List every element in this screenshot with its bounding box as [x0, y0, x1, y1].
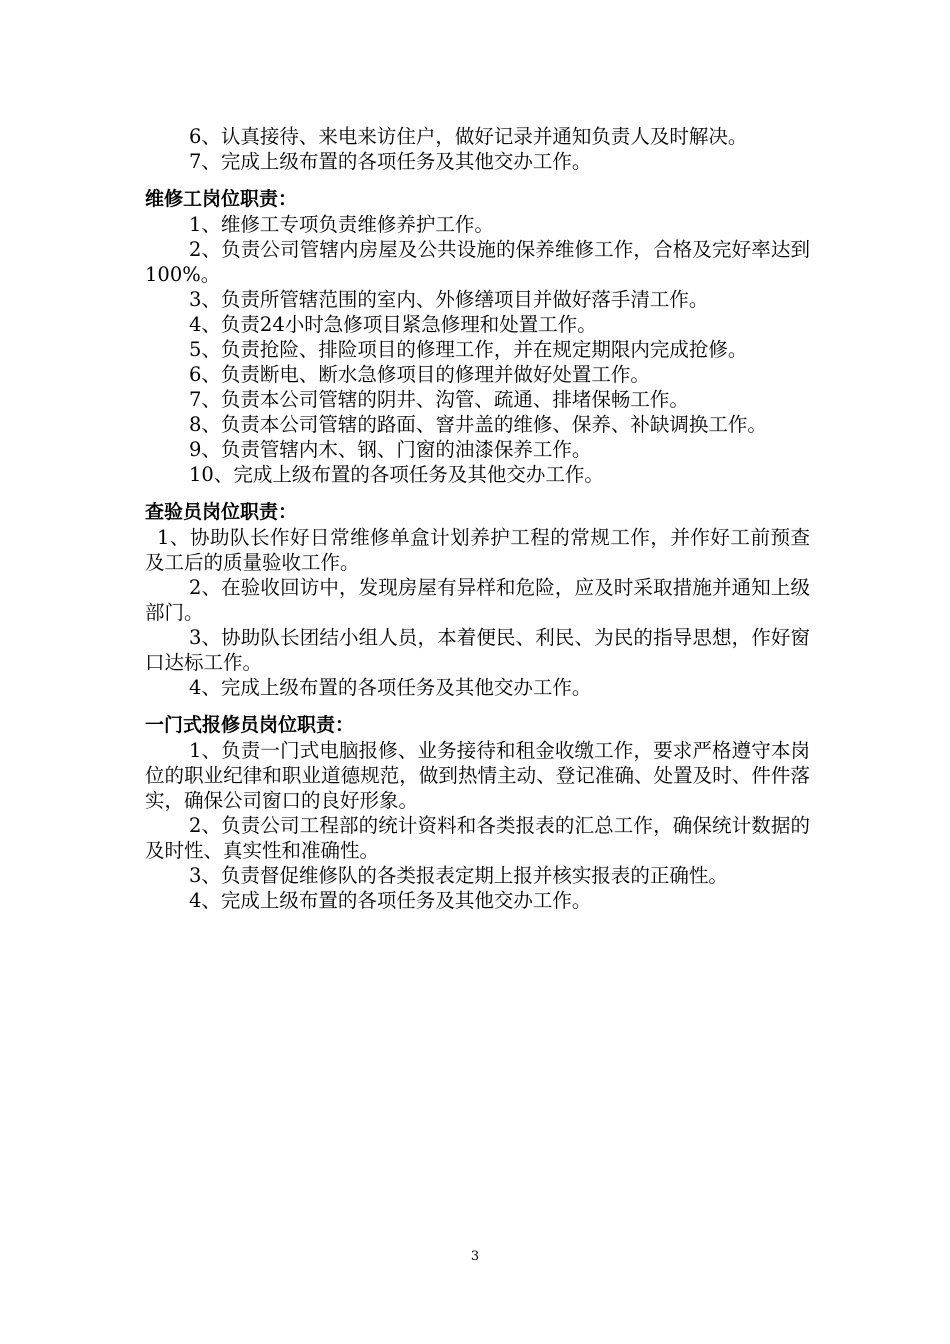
section-heading-repair-worker: 维修工岗位职责： [145, 188, 298, 210]
list-item: 2、在验收回访中，发现房屋有异样和危险，应及时采取措施并通知上级部门。 [145, 576, 810, 624]
list-item: 8、负责本公司管辖的路面、窨井盖的维修、保养、补缺调换工作。 [189, 413, 767, 436]
list-item: 4、负责24小时急修项目紧急修理和处置工作。 [189, 313, 597, 336]
document-body [145, 124, 810, 913]
section-heading-inspector: 查验员岗位职责： [145, 501, 298, 523]
list-item: 5、负责抢险、排险项目的修理工作，并在规定期限内完成抢修。 [189, 338, 748, 361]
list-item: 7、负责本公司管辖的阴井、沟管、疏通、排堵保畅工作。 [189, 388, 689, 411]
list-item: 4、完成上级布置的各项任务及其他交办工作。 [189, 676, 592, 699]
list-item: 3、负责所管辖范围的室内、外修缮项目并做好落手清工作。 [189, 288, 709, 311]
list-item: 1、负责一门式电脑报修、业务接待和租金收缴工作，要求严格遵守本岗位的职业纪律和职业道德规范，做到热情主动、登记准确、处置及时、件件落实，确保公司窗口的良好形象。 [145, 739, 810, 812]
intro-item: 7、完成上级布置的各项任务及其他交办工作。 [189, 150, 592, 173]
list-item: 4、完成上级布置的各项任务及其他交办工作。 [189, 889, 592, 912]
list-item: 2、负责公司工程部的统计资料和各类报表的汇总工作，确保统计数据的及时性、真实性和准确性。 [145, 814, 810, 862]
list-item: 9、负责管辖内木、钢、门窗的油漆保养工作。 [189, 438, 592, 461]
list-item: 1、协助队长作好日常维修单盒计划养护工程的常规工作，并作好工前预查及工后的质量验收工作。 [145, 526, 810, 574]
list-item: 2、负责公司管辖内房屋及公共设施的保养维修工作，合格及完好率达到100%。 [145, 238, 810, 286]
list-item: 10、完成上级布置的各项任务及其他交办工作。 [189, 463, 604, 486]
list-item: 3、负责督促维修队的各类报表定期上报并核实报表的正确性。 [189, 864, 728, 887]
list-item: 6、负责断电、断水急修项目的修理并做好处置工作。 [189, 363, 650, 386]
page-number: 3 [470, 1249, 480, 1264]
intro-item: 6、认真接待、来电来访住户，做好记录并通知负责人及时解决。 [189, 125, 748, 148]
list-item: 3、协助队长团结小组人员，本着便民、利民、为民的指导思想，作好窗口达标工作。 [145, 626, 810, 674]
section-heading-service-clerk: 一门式报修员岗位职责： [145, 714, 355, 736]
list-item: 1、维修工专项负责维修养护工作。 [189, 213, 494, 236]
